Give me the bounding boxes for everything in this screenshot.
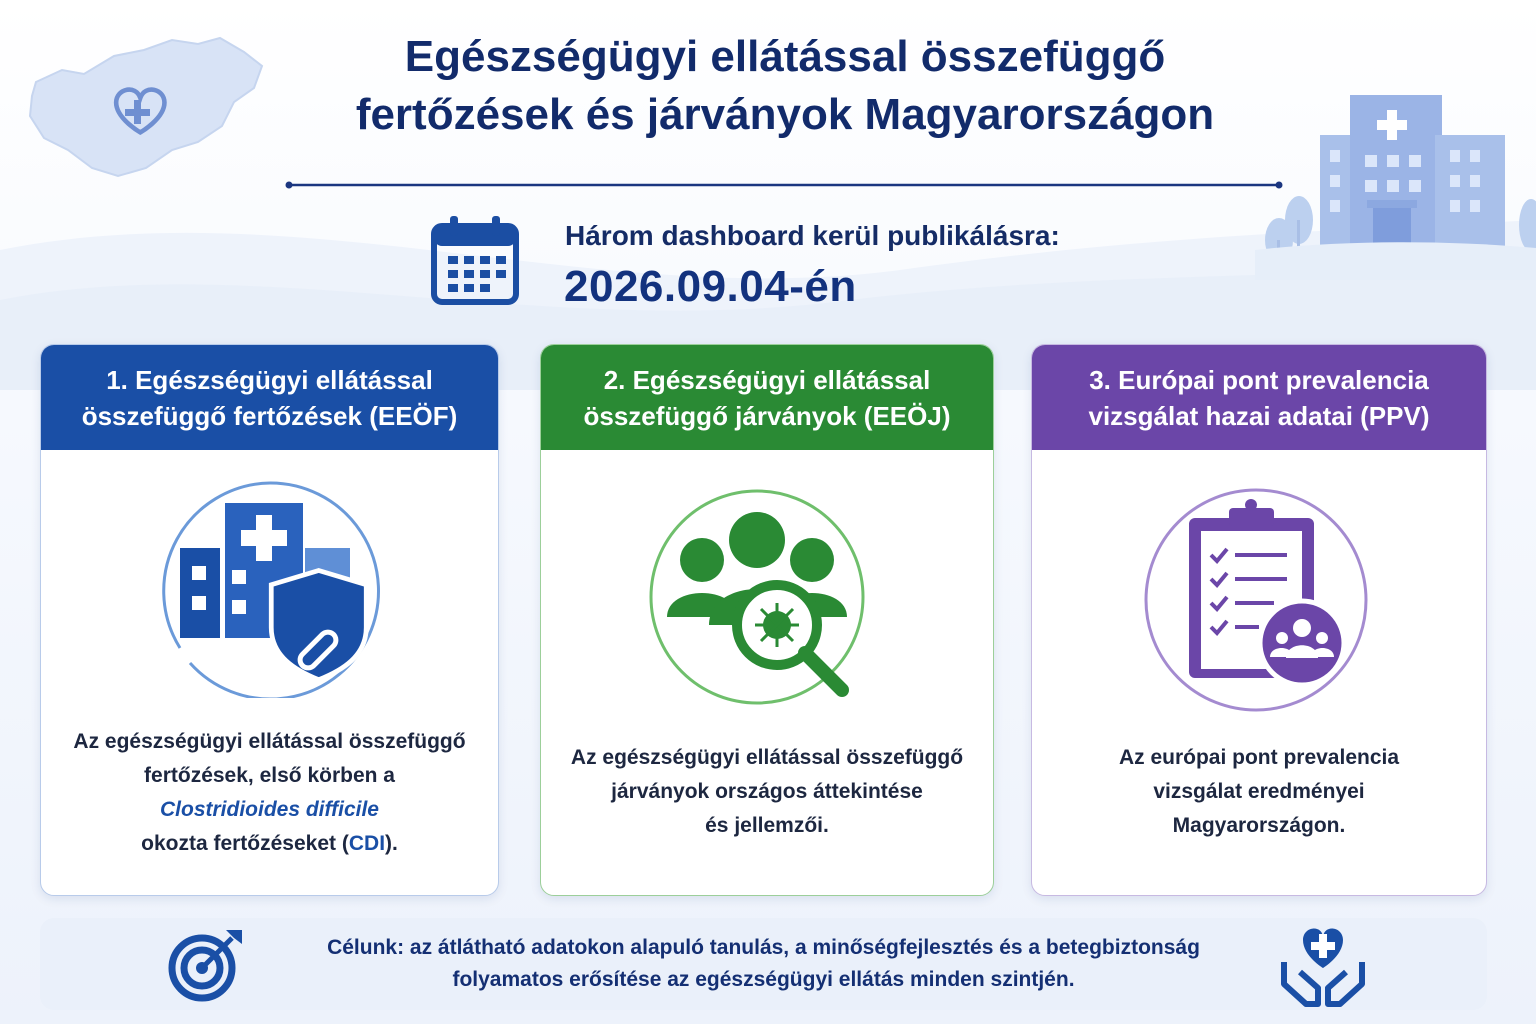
card-header-line-1: 3. Európai pont prevalencia <box>1089 364 1429 395</box>
card-header-line-2: összefüggő fertőzések (EEÖF) <box>81 400 458 431</box>
announcement-text: Három dashboard kerül publikálásra: <box>565 220 1060 251</box>
desc-line-2: járványok országos áttekintése <box>611 780 923 803</box>
goal-line-2: folyamatos erősítése az egészségügyi ellátás minden szintjén. <box>452 968 1075 991</box>
card-header-line-1: 1. Egészségügyi ellátással <box>106 364 433 395</box>
announcement-date: 2026.09.04-én <box>564 262 857 311</box>
card-header-line-2: összefüggő járványok (EEÖJ) <box>583 400 951 431</box>
hospital-shield-icon <box>150 478 390 698</box>
page-title <box>250 28 1320 144</box>
card-header <box>1032 345 1486 450</box>
goal-banner <box>40 918 1487 1010</box>
card-description <box>541 741 993 843</box>
card-header <box>541 345 993 450</box>
desc-line-4-a: okozta fertőzéseket ( <box>141 832 349 855</box>
desc-line-3-species: Clostridioides difficile <box>160 798 379 821</box>
title-divider <box>285 181 1283 189</box>
hands-heart-icon <box>1278 922 1368 1008</box>
goal-line-1: Célunk: az átlátható adatokon alapuló tanulás, a minőségfejlesztés és a betegbiztonság <box>327 936 1200 959</box>
card-header-line-2: vizsgálat hazai adatai (PPV) <box>1088 400 1430 431</box>
hungary-map-icon <box>22 30 267 180</box>
desc-line-3: Magyarországon. <box>1172 814 1346 837</box>
card-description <box>41 725 498 861</box>
card-header-line-1: 2. Egészségügyi ellátással <box>603 364 931 395</box>
desc-line-4-c: ). <box>385 832 398 855</box>
desc-line-1: Az egészségügyi ellátással összefüggő <box>73 730 466 753</box>
desc-line-4 <box>41 827 498 861</box>
title-line-2: fertőzések és járványok Magyarországon <box>355 90 1215 139</box>
calendar-icon <box>430 214 520 306</box>
desc-line-2: vizsgálat eredményei <box>1153 780 1365 803</box>
card-description <box>1032 741 1486 843</box>
card-header <box>41 345 498 450</box>
title-line-1: Egészségügyi ellátással összefüggő <box>404 32 1166 81</box>
people-virus-search-icon <box>647 485 887 705</box>
dashboard-card-eeof[interactable] <box>40 344 499 896</box>
desc-line-1: Az európai pont prevalencia <box>1118 746 1400 769</box>
goal-text <box>280 932 1247 996</box>
desc-line-3: és jellemzői. <box>705 814 829 837</box>
clipboard-group-icon <box>1139 483 1379 713</box>
target-icon <box>166 926 246 1002</box>
desc-line-1: Az egészségügyi ellátással összefüggő <box>570 746 964 769</box>
desc-line-2: fertőzések, első körben a <box>144 764 395 787</box>
dashboard-card-eeoj[interactable] <box>540 344 994 896</box>
desc-abbrev-cdi: CDI <box>348 832 386 855</box>
dashboard-card-ppv[interactable] <box>1031 344 1487 896</box>
